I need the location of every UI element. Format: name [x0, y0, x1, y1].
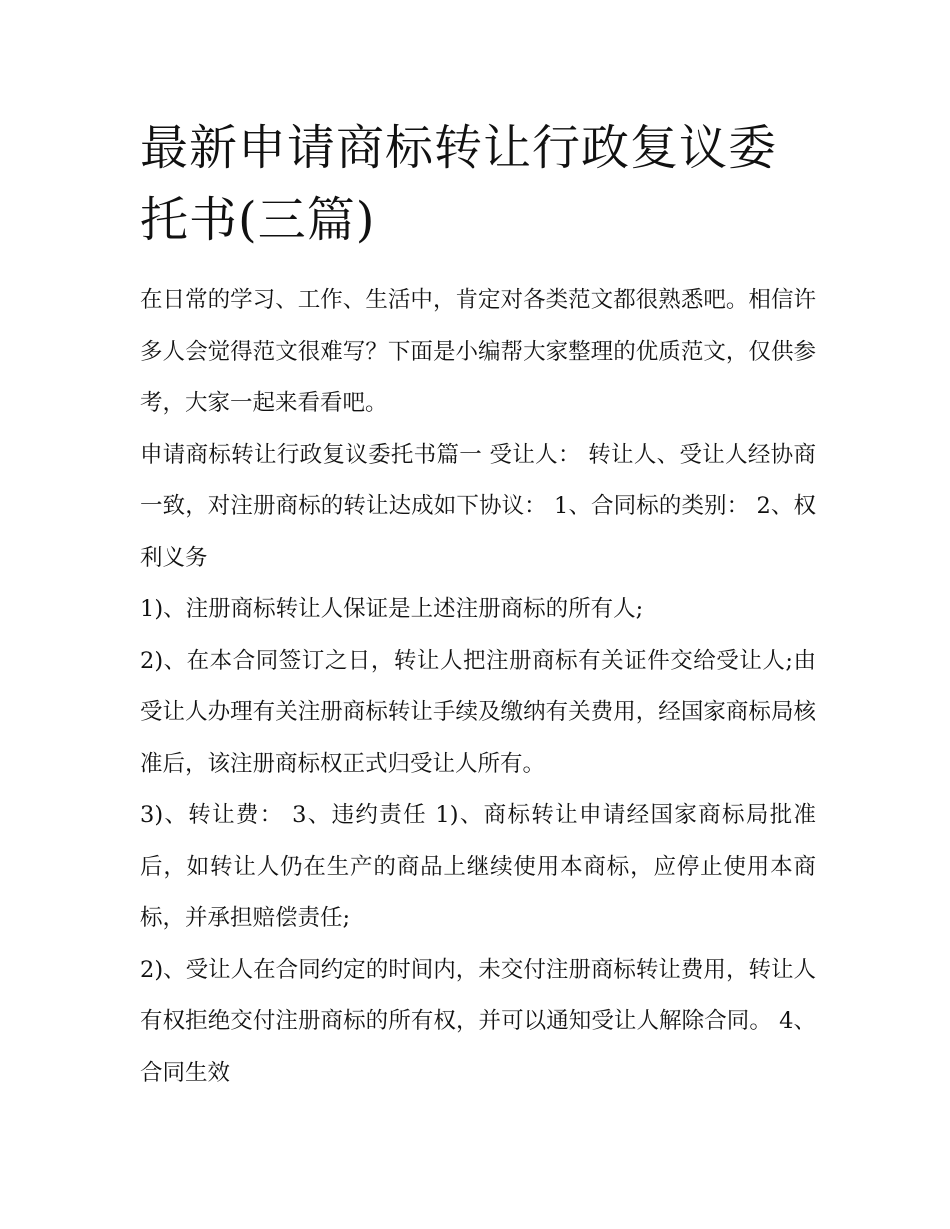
document-title: 最新申请商标转让行政复议委托书(三篇) — [140, 120, 778, 248]
paragraph-clause-2: 2)、在本合同签订之日，转让人把注册商标有关证件交给受让人;由受让人办理有关注册商标转让手续及缴纳有关费用，经国家商标局核准后，该注册商标权正式归受让人所有。 — [140, 647, 816, 777]
paragraph-clause-4: 2)、受让人在合同约定的时间内，未交付注册商标转让费用，转让人有权拒绝交付注册商标的所有权，并可以通知受让人解除合同。 4、合同生效 — [140, 956, 816, 1086]
paragraph-clause-1: 1)、注册商标转让人保证是上述注册商标的所有人; — [140, 596, 644, 622]
paragraph-intro: 在日常的学习、工作、生活中，肯定对各类范文都很熟悉吧。相信许多人会觉得范文很难写？下面是小编帮大家整理的优质范文，仅供参考，大家一起来看看吧。 — [140, 287, 816, 416]
paragraph-section-one: 申请商标转让行政复议委托书篇一 受让人： 转让人、受让人经协商一致，对注册商标的转让达成如下协议： 1、合同标的类别： 2、权利义务 — [140, 441, 816, 571]
paragraph-clause-3: 3)、转让费： 3、违约责任 1)、商标转让申请经国家商标局批准后，如转让人仍在生产的商品上继续使用本商标，应停止使用本商标，并承担赔偿责任; — [140, 802, 816, 931]
document-body — [140, 275, 816, 1099]
